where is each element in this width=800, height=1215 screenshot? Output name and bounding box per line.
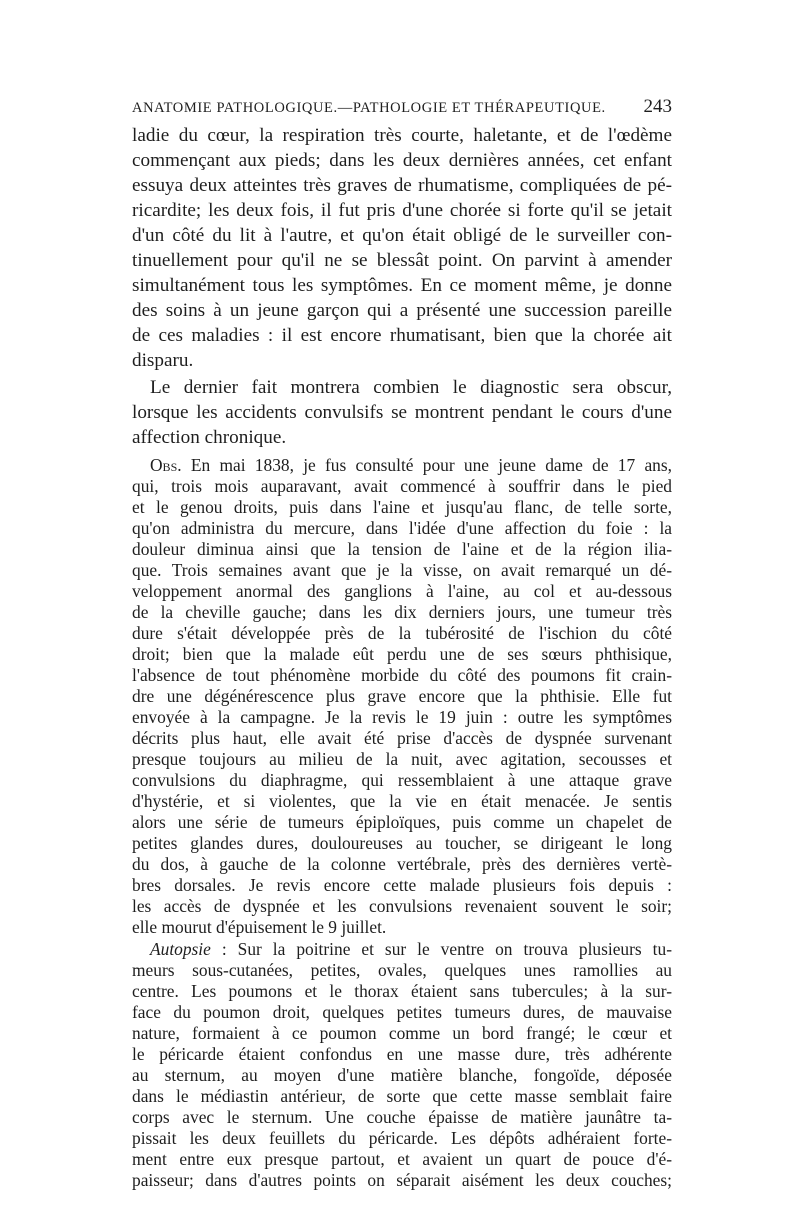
text-line: presque toujours au milieu de la nuit, avec agitation, secousses et (132, 749, 672, 769)
text-line: elle mourut d'épuisement le 9 juillet. (132, 917, 387, 937)
text-line: centre. Les poumons et le thorax étaient sans tubercules; à la sur- (132, 981, 672, 1001)
text-line: de la cheville gauche; dans les dix derniers jours, une tumeur très (132, 602, 672, 622)
text-line: au sternum, au moyen d'une matière blanche, fongoïde, déposée (132, 1065, 672, 1085)
text-line: Le dernier fait montrera combien le diagnostic sera obscur, (150, 377, 672, 398)
text-line: droit; bien que la malade eût perdu une de ses sœurs phthisique, (132, 644, 672, 664)
text-line: Obs. En mai 1838, je fus consulté pour une jeune dame de 17 ans, (150, 455, 672, 475)
text-line: meurs sous-cutanées, petites, ovales, quelques unes ramollies au (132, 960, 672, 980)
text-line: ricardite; les deux fois, il fut pris d'une chorée si forte qu'il se jetait (132, 200, 672, 221)
text-line: ment entre eux presque partout, et avaient un quart de pouce d'é- (132, 1149, 672, 1169)
text-line: le péricarde étaient confondus en une masse dure, très adhérente (132, 1044, 672, 1064)
text-line: commençant aux pieds; dans les deux dernières années, cet enfant (132, 150, 672, 171)
text-line: paisseur; dans d'autres points on séparait aisément les deux couches; (132, 1170, 672, 1190)
text-line: dre une dégénérescence plus grave encore que la phthisie. Elle fut (132, 686, 672, 706)
text-line: décrits plus haut, elle avait été prise d'accès de dyspnée survenant (132, 728, 672, 748)
text-line: veloppement anormal des ganglions à l'aine, au col et au-dessous (132, 581, 672, 601)
text-line: et le genou droits, puis dans l'aine et jusqu'au flanc, de telle sorte, (132, 497, 672, 517)
text-line: nature, formaient à ce poumon comme un bord frangé; le cœur et (132, 1023, 672, 1043)
running-header (132, 96, 672, 118)
text-line: face du poumon droit, quelques petites tumeurs dures, de mauvaise (132, 1002, 672, 1022)
text-line: disparu. (132, 350, 194, 371)
text-line: d'hystérie, et si violentes, que la vie en était menacée. Je sentis (132, 791, 672, 811)
obs-label: Obs. (150, 455, 182, 475)
text-line: simultanément tous les symptômes. En ce moment même, je donne (132, 275, 672, 296)
text-line: ladie du cœur, la respiration très courte, haletante, et de l'œdème (132, 125, 672, 146)
text-line: tinuellement pour qu'il ne se blessât point. On parvint à amender (132, 250, 672, 271)
text-line: envoyée à la campagne. Je la revis le 19 juin : outre les symptômes (132, 707, 672, 727)
text-line: les accès de dyspnée et les convulsions revenaient souvent le soir; (132, 896, 672, 916)
text-line: douleur diminua ainsi que la tension de l'aine et de la région ilia- (132, 539, 672, 559)
page-number: 243 (643, 96, 672, 117)
text-line: qu'on administra du mercure, dans l'idée d'une affection du foie : la (132, 518, 672, 538)
text-line: l'absence de tout phénomène morbide du côté des poumons fit crain- (132, 665, 672, 685)
text-line: convulsions du diaphragme, qui ressemblaient à une attaque grave (132, 770, 672, 790)
text-line: alors une série de tumeurs épiploïques, puis comme un chapelet de (132, 812, 672, 832)
text-line: de ces maladies : il est encore rhumatisant, bien que la chorée ait (132, 325, 672, 346)
autopsy-label: Autopsie (150, 939, 211, 959)
text-line: dans le médiastin antérieur, de sorte que cette masse semblait faire (132, 1086, 672, 1106)
text-line: d'un côté du lit à l'autre, et qu'on était obligé de le surveiller con- (132, 225, 672, 246)
text-line: affection chronique. (132, 427, 287, 448)
text-line: pissait les deux feuillets du péricarde. Les dépôts adhéraient forte- (132, 1128, 672, 1148)
header-title: ANATOMIE PATHOLOGIQUE.—PATHOLOGIE ET THÉRAPEUTIQUE. (132, 100, 606, 116)
text-line: bres dorsales. Je revis encore cette malade plusieurs fois depuis : (132, 875, 672, 895)
text-line: qui, trois mois auparavant, avait commencé à souffrir dans le pied (132, 476, 672, 496)
text-line: du dos, à gauche de la colonne vertébrale, près des dernières vertè- (132, 854, 672, 874)
text-line: petites glandes dures, douloureuses au toucher, se dirigeant le long (132, 833, 672, 853)
text-line: lorsque les accidents convulsifs se montrent pendant le cours d'une (132, 402, 672, 423)
text-line: que. Trois semaines avant que je la visse, on avait remarqué un dé- (132, 560, 672, 580)
text-line: essuya deux atteintes très graves de rhumatisme, compliquées de pé- (132, 175, 672, 196)
text-line: dure s'était développée près de la tubérosité de l'ischion du côté (132, 623, 672, 643)
text-line: des soins à un jeune garçon qui a présenté une succession pareille (132, 300, 672, 321)
text-line: corps avec le sternum. Une couche épaisse de matière jaunâtre ta- (132, 1107, 672, 1127)
text-line: Autopsie : Sur la poitrine et sur le ventre on trouva plusieurs tu- (150, 939, 672, 959)
